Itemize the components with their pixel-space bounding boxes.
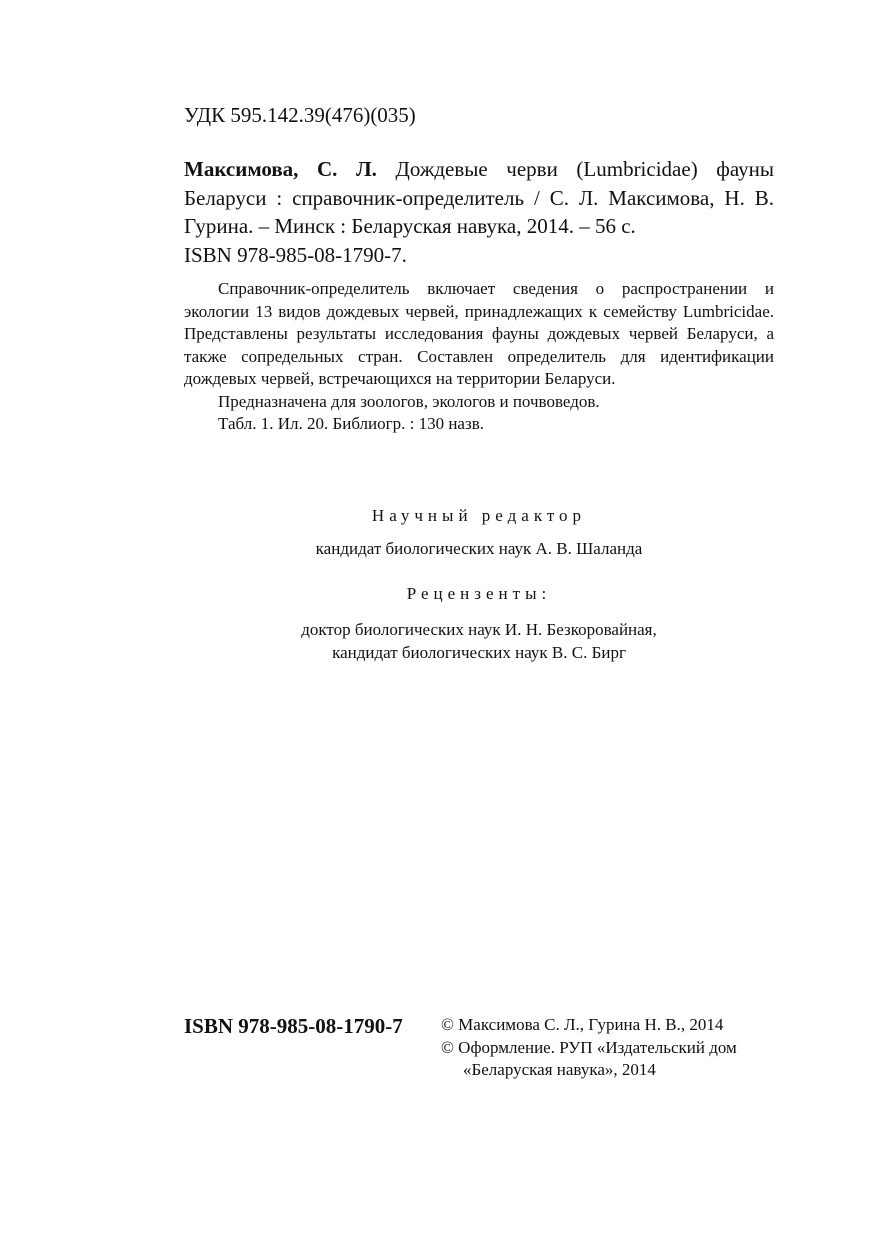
audience-paragraph: Предназначена для зоологов, экологов и почвоведов. [218,391,600,411]
reviewers-list [184,619,774,664]
udk-code: УДК 595.142.39(476)(035) [184,103,416,127]
isbn-line: ISBN 978-985-08-1790-7. [184,242,407,267]
reviewer-2: кандидат биологических наук В. С. Бирг [332,642,626,662]
copyright-authors: © Максимова С. Л., Гурина Н. В., 2014 [441,1015,724,1034]
isbn-bottom: ISBN 978-985-08-1790-7 [184,1014,403,1038]
counts-paragraph: Табл. 1. Ил. 20. Библиогр. : 130 назв. [218,414,484,433]
abstract [184,278,774,436]
copyright-block [441,1014,737,1082]
editor-heading: Научный редактор [371,506,587,525]
copyright-design: © Оформление. РУП «Издательский дом [441,1037,737,1057]
bibliographic-description: Дождевые черви (Lumbricidae) фауны Беларуси : справочник-определитель / С. Л. Максимова, Н. В. Гурина. – Минск : Беларуская навука, 2014. – 56 с. [184,157,774,238]
author-name: Максимова, С. Л. [184,157,377,181]
reviewers-heading: Рецензенты: [406,584,552,603]
bibliographic-record [184,155,774,269]
abstract-paragraph: Справочник-определитель включает сведения о распространении и экологии 13 видов дождевых червей, принадлежащих к семейству Lumbricidae. Представлены результаты исследования фауны дождевых червей Беларуси, а также сопредельных стран. Составлен определитель для идентификации дождевых червей, встречающихся на территории Беларуси. [184,279,774,388]
editor-name: кандидат биологических наук А. В. Шаланда [315,539,643,558]
copyright-publisher: «Беларуская навука», 2014 [463,1060,656,1079]
reviewer-1: доктор биологических наук И. Н. Безкоровайная, [301,620,657,639]
